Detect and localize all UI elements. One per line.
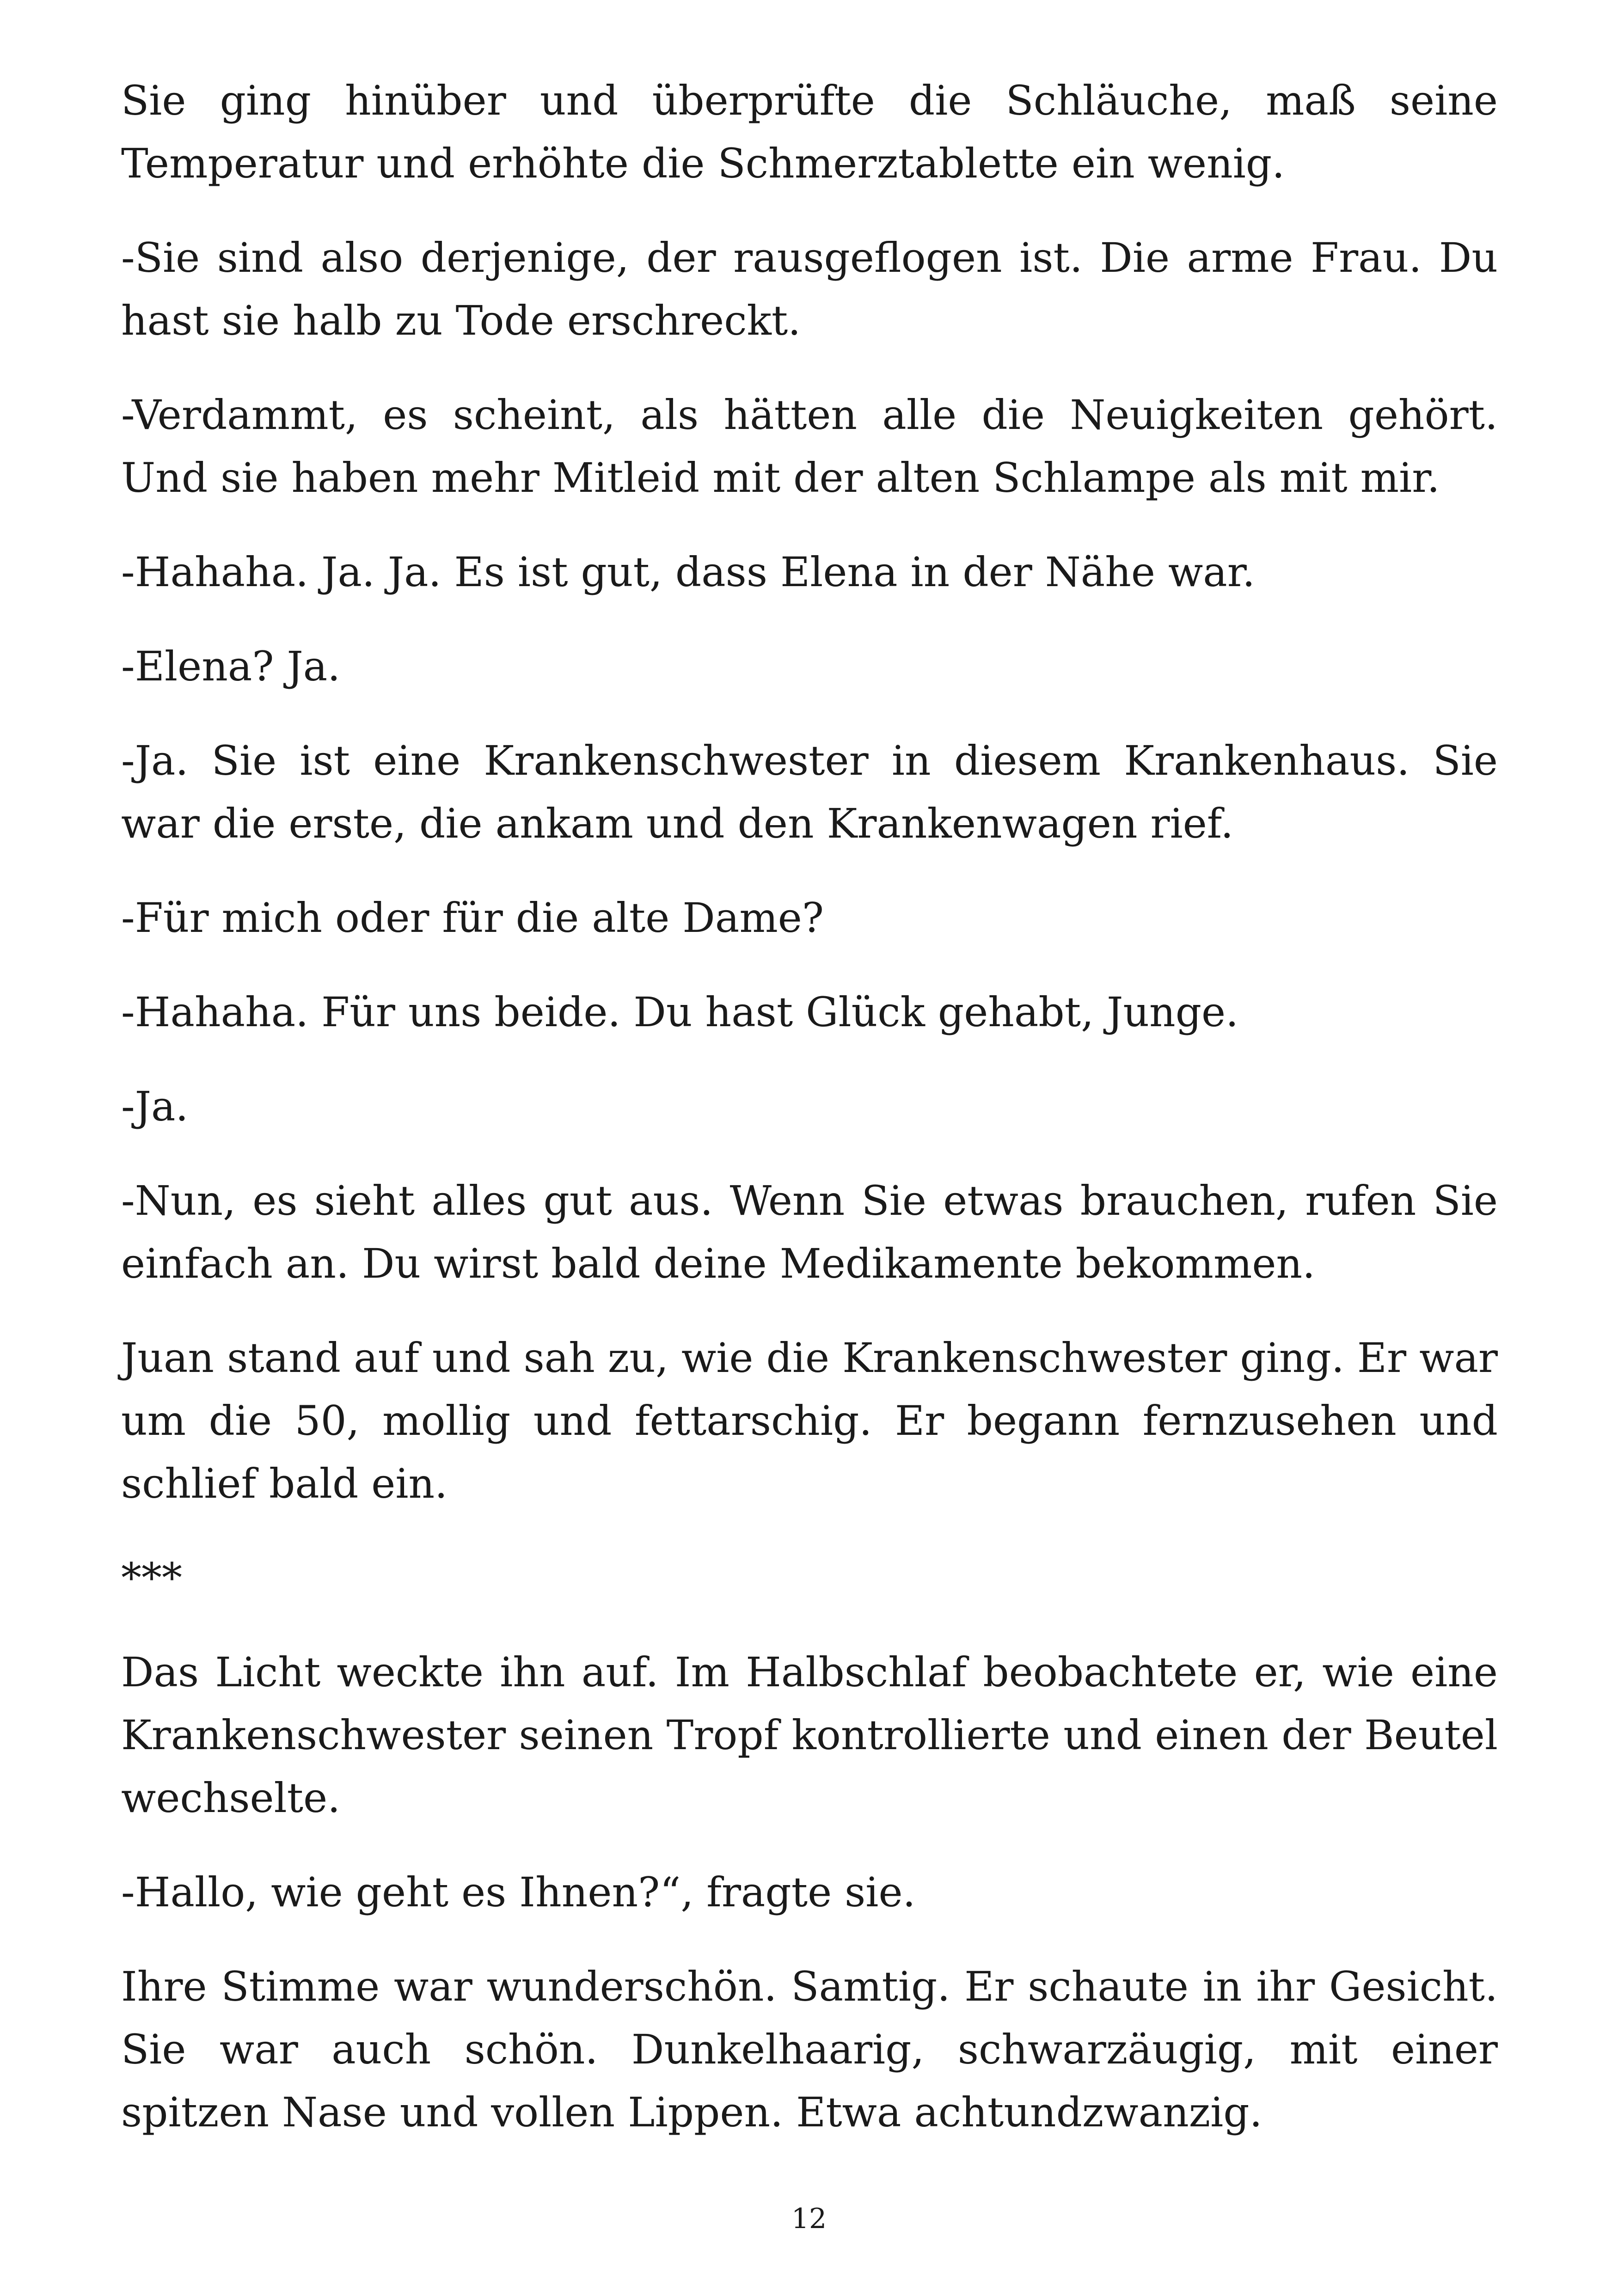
paragraph: Ihre Stimme war wunderschön. Samtig. Er schaute in ihr Gesicht. Sie war auch schön. Dunkelhaarig, schwarzäugig, mit einer spitzen Nase und vollen Lippen. Etwa achtundzwanzig. [121, 1963, 1498, 2136]
paragraph: Sie ging hinüber und überprüfte die Schläuche, maß seine Temperatur und erhöhte die Schmerztablette ein wenig. [121, 77, 1498, 187]
paragraph: -Hahaha. Für uns beide. Du hast Glück gehabt, Junge. [121, 988, 1239, 1036]
paragraph: -Nun, es sieht alles gut aus. Wenn Sie etwas brauchen, rufen Sie einfach an. Du wirst bald deine Medikamente bekommen. [121, 1177, 1498, 1287]
paragraph: -Ja. [121, 1083, 189, 1130]
paragraph: -Sie sind also derjenige, der rausgeflogen ist. Die arme Frau. Du hast sie halb zu Tode erschreckt. [121, 234, 1498, 344]
paragraph: -Für mich oder für die alte Dame? [121, 894, 824, 942]
body-text [121, 69, 1498, 2175]
paragraph: -Elena? Ja. [121, 643, 341, 690]
paragraph: Das Licht weckte ihn auf. Im Halbschlaf beobachtete er, wie eine Krankenschwester seinen Tropf kontrollierte und einen der Beutel wechselte. [121, 1648, 1498, 1822]
paragraph: -Hallo, wie geht es Ihnen?“, fragte sie. [121, 1868, 916, 1916]
page-number: 12 [791, 2203, 827, 2235]
paragraph: Juan stand auf und sah zu, wie die Krankenschwester ging. Er war um die 50, mollig und fettarschig. Er begann fernzusehen und schlief bald ein. [121, 1334, 1498, 1507]
paragraph: -Ja. Sie ist eine Krankenschwester in diesem Krankenhaus. Sie war die erste, die ankam und den Krankenwagen rief. [121, 737, 1498, 847]
paragraph: -Verdammt, es scheint, als hätten alle die Neuigkeiten gehört. Und sie haben mehr Mitleid mit der alten Schlampe als mit mir. [121, 391, 1498, 502]
paragraph: -Hahaha. Ja. Ja. Es ist gut, dass Elena in der Nähe war. [121, 548, 1256, 596]
scene-separator: *** [121, 1554, 182, 1602]
